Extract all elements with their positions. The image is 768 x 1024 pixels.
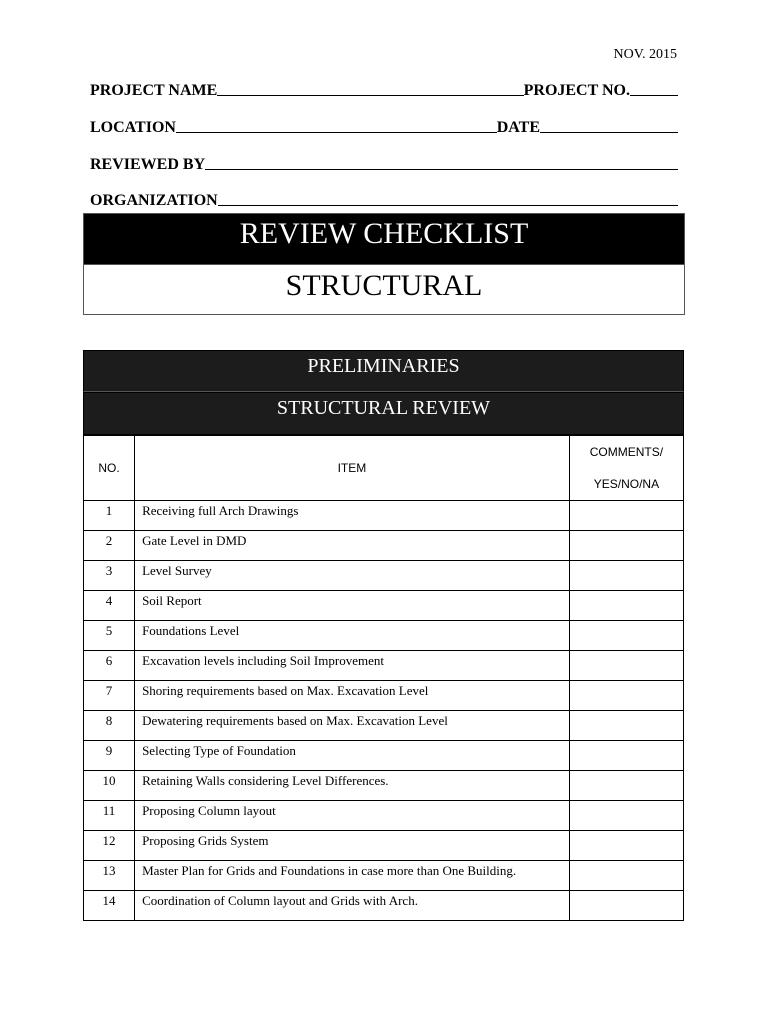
row-comment-cell[interactable]	[569, 861, 683, 891]
location-label: LOCATION	[90, 119, 176, 136]
title-box	[83, 213, 685, 315]
date-blank	[540, 132, 678, 133]
row-comment-cell[interactable]	[569, 591, 683, 621]
organization-blank	[218, 205, 678, 206]
row-comment-cell[interactable]	[569, 561, 683, 591]
row-comment-cell[interactable]	[569, 741, 683, 771]
row-number: 14	[84, 891, 135, 921]
reviewed-by-blank	[205, 169, 678, 170]
row-item: Selecting Type of Foundation	[135, 741, 570, 771]
row-comment-cell[interactable]	[569, 531, 683, 561]
column-header-no: NO.	[84, 436, 135, 501]
table-row	[84, 711, 684, 741]
table-row	[84, 531, 684, 561]
row-number: 4	[84, 591, 135, 621]
date-label: DATE	[496, 119, 540, 136]
row-comment-cell[interactable]	[569, 831, 683, 861]
section-heading: PRELIMINARIES	[83, 350, 684, 392]
column-header-comments	[569, 436, 683, 501]
location-blank	[176, 132, 497, 133]
row-number: 11	[84, 801, 135, 831]
row-number: 1	[84, 501, 135, 531]
table-row	[84, 591, 684, 621]
document-title: REVIEW CHECKLIST	[84, 214, 684, 264]
row-comment-cell[interactable]	[569, 891, 683, 921]
table-row	[84, 741, 684, 771]
row-comment-cell[interactable]	[569, 501, 683, 531]
row-item: Foundations Level	[135, 621, 570, 651]
project-name-label: PROJECT NAME	[90, 82, 218, 99]
table-row	[84, 801, 684, 831]
checklist-table	[83, 350, 684, 921]
row-number: 13	[84, 861, 135, 891]
row-item: Gate Level in DMD	[135, 531, 570, 561]
row-comment-cell[interactable]	[569, 621, 683, 651]
row-item: Proposing Column layout	[135, 801, 570, 831]
table-row	[84, 621, 684, 651]
reviewed-by-line	[90, 156, 678, 174]
project-name-blank	[217, 95, 523, 96]
row-comment-cell[interactable]	[569, 711, 683, 741]
project-no-blank	[630, 95, 678, 96]
column-header-comments-line2: YES/NO/NA	[593, 477, 660, 491]
document-subtitle: STRUCTURAL	[84, 264, 684, 314]
row-number: 8	[84, 711, 135, 741]
table-row	[84, 891, 684, 921]
project-name-line	[90, 82, 678, 100]
table-row	[84, 831, 684, 861]
row-item: Soil Report	[135, 591, 570, 621]
reviewed-by-label: REVIEWED BY	[90, 156, 206, 173]
table-row	[84, 501, 684, 531]
row-item: Retaining Walls considering Level Differences.	[135, 771, 570, 801]
table-row	[84, 681, 684, 711]
table-header-row	[84, 436, 684, 501]
subsection-heading: STRUCTURAL REVIEW	[83, 392, 684, 435]
column-header-comments-line1: COMMENTS/	[589, 445, 664, 459]
table-row	[84, 651, 684, 681]
row-item: Shoring requirements based on Max. Excavation Level	[135, 681, 570, 711]
row-item: Dewatering requirements based on Max. Excavation Level	[135, 711, 570, 741]
table-row	[84, 561, 684, 591]
row-comment-cell[interactable]	[569, 681, 683, 711]
table-row	[84, 861, 684, 891]
table-row	[84, 771, 684, 801]
row-number: 6	[84, 651, 135, 681]
row-item: Excavation levels including Soil Improvement	[135, 651, 570, 681]
row-number: 7	[84, 681, 135, 711]
row-item: Coordination of Column layout and Grids with Arch.	[135, 891, 570, 921]
document-date: NOV. 2015	[613, 47, 677, 62]
location-line	[90, 119, 678, 137]
row-number: 12	[84, 831, 135, 861]
organization-label: ORGANIZATION	[90, 192, 218, 209]
row-number: 3	[84, 561, 135, 591]
row-item: Proposing Grids System	[135, 831, 570, 861]
column-header-item: ITEM	[135, 436, 570, 501]
row-comment-cell[interactable]	[569, 801, 683, 831]
row-number: 9	[84, 741, 135, 771]
row-number: 2	[84, 531, 135, 561]
organization-line	[90, 192, 678, 210]
row-item: Master Plan for Grids and Foundations in case more than One Building.	[135, 861, 570, 891]
row-comment-cell[interactable]	[569, 771, 683, 801]
row-item: Receiving full Arch Drawings	[135, 501, 570, 531]
row-number: 10	[84, 771, 135, 801]
project-no-label: PROJECT NO.	[523, 82, 630, 99]
row-item: Level Survey	[135, 561, 570, 591]
row-comment-cell[interactable]	[569, 651, 683, 681]
row-number: 5	[84, 621, 135, 651]
